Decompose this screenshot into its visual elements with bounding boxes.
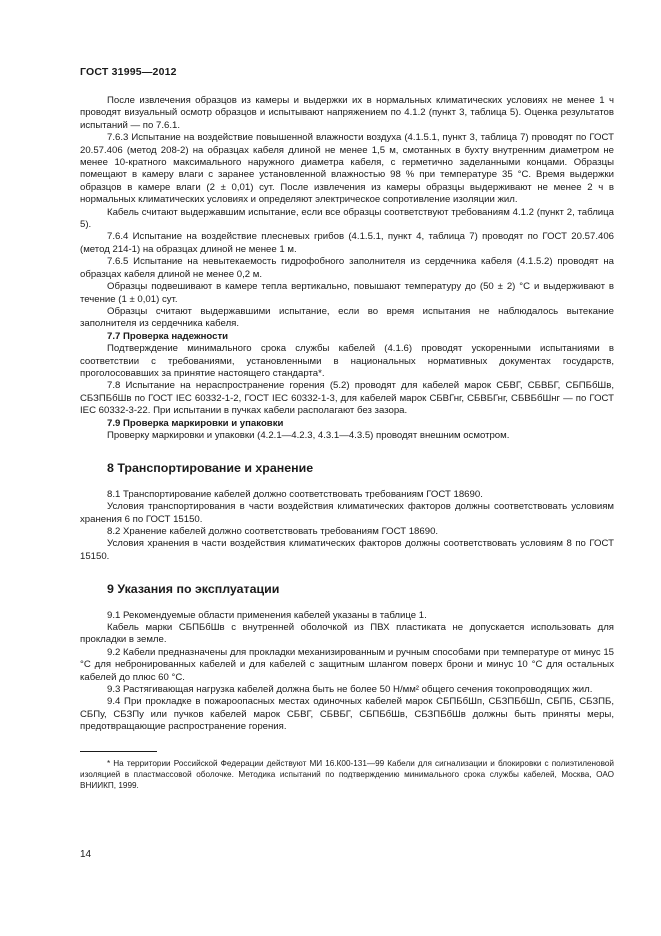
section-title-8: 8 Транспортирование и хранение — [107, 461, 314, 476]
paragraph: Кабель считают выдержавшим испытание, если все образцы соответствуют требованиям 4.1.2 (пункт 2, таблица 5). — [80, 206, 614, 231]
paragraph: Кабель марки СБПБбШв с внутренней оболочкой из ПВХ пластиката не допускается использовать для прокладки в земле. — [80, 622, 614, 646]
paragraph: 7.6.4 Испытание на воздействие плесневых грибов (4.1.5.1, пункт 4, таблица 7) проводят по ГОСТ 20.57.406 (метод 214-1) на образцах длиной не менее 1 м. — [80, 231, 614, 255]
paragraph: 7.8 Испытание на нераспространение горения (5.2) проводят для кабелей марок СБВГ, СБВБГ, СБПБбШв, СБЗПБбШв по ГОСТ IEC 60332-1-2, ГОСТ IEC 60332-1-3, для кабелей марок СБВГнг, СБВБГнг, СБВБбШнг — по ГОСТ IEC 60332-3-22. При испытании в пучках кабели располагают без зазора. — [80, 380, 614, 417]
document-header: ГОСТ 31995—2012 — [80, 66, 177, 78]
paragraph: 8.1 Транспортирование кабелей должно соответствовать требованиям ГОСТ 18690. — [107, 488, 483, 500]
section-title-9: 9 Указания по эксплуатации — [107, 582, 280, 597]
footnote-divider — [80, 751, 157, 752]
paragraph: Условия транспортирования в части воздействия климатических факторов должны соответствовать условиям хранения 6 по ГОСТ 15150. — [80, 501, 614, 525]
document-body — [80, 95, 614, 791]
page-number: 14 — [80, 849, 92, 860]
paragraph: 7.6.5 Испытание на невытекаемость гидрофобного заполнителя из сердечника кабеля (4.1.5.2) проводят на образцах кабеля длиной не менее 0,2 м. — [80, 256, 614, 280]
paragraph: После извлечения образцов из камеры и выдержки их в нормальных климатических условиях не менее 1 ч проводят визуальный осмотр образцов и испытывают напряжением по 4.1.2 (пункт 3, таблица 5). Оценка результатов испытаний — по 7.6.1. — [80, 95, 614, 131]
subsection-title-7-7: 7.7 Проверка надежности — [107, 330, 229, 342]
subsection-title-7-9: 7.9 Проверка маркировки и упаковки — [107, 417, 284, 429]
paragraph: Подтверждение минимального срока службы кабелей (4.1.6) проводят ускоренными испытаниями в соответствии с требованиями, установленными в национальных нормативных документах государств, проголосовавших за принятие настоящего стандарта*. — [80, 343, 614, 379]
paragraph: Образцы подвешивают в камере тепла вертикально, повышают температуру до (50 ± 2) °С и выдерживают в течение (1 ± 0,01) сут. — [80, 281, 614, 305]
paragraph: 9.2 Кабели предназначены для прокладки механизированным и ручным способами при температуре от минус 15 °С для небронированных кабелей и для кабелей с защитным шлангом поверх брони и минус 10 °С для остальных кабелей до плюс 60 °С. — [80, 646, 614, 683]
paragraph: 8.2 Хранение кабелей должно соответствовать требованиям ГОСТ 18690. — [107, 526, 439, 537]
paragraph: 9.4 При прокладке в пожароопасных местах одиночных кабелей марок СБПБбШп, СБЗПБбШп, СБПБ, СБЗПБ, СБПу, СБЗПу или пучков кабелей марок СБВГ, СБВБГ, СБПБбШв, СБЗПБбШв должны быть приняты меры, предотвращающие распространение горения. — [80, 696, 614, 733]
paragraph: Образцы считают выдержавшими испытание, если во время испытания не наблюдалось вытекание заполнителя из сердечника кабеля. — [80, 305, 614, 330]
paragraph: Условия хранения в части воздействия климатических факторов должны соответствовать условиям 8 по ГОСТ 15150. — [80, 538, 614, 562]
paragraph: 7.6.3 Испытание на воздействие повышенной влажности воздуха (4.1.5.1, пункт 3, таблица 7) проводят по ГОСТ 20.57.406 (метод 208-2) на образцах кабеля длиной не менее 1,5 м, смотанных в бухту внутренним диаметром не менее 10-кратного максимального наружного диаметра кабеля, с герметично заделанными концами. Образцы помещают в камеру влаги с заранее установленной влажностью 98 % при температуре 35 °С. Время выдержки образцов в камере влаги (2 ± 0,01) сут. После извлечения из камеры образцы выдерживают не менее 2 ч в нормальных климатических условиях и определяют электрическое сопротивление изоляции жил. — [80, 132, 614, 206]
paragraph: 9.3 Растягивающая нагрузка кабелей должна быть не более 50 Н/мм² общего сечения токопроводящих жил. — [107, 684, 593, 696]
paragraph: 9.1 Рекомендуемые области применения кабелей указаны в таблице 1. — [107, 609, 427, 621]
paragraph: Проверку маркировки и упаковки (4.2.1—4.2.3, 4.3.1—4.3.5) проводят внешним осмотром. — [107, 429, 510, 441]
footnote: * На территории Российской Федерации действуют МИ 16.К00-131—99 Кабели для сигнализации и блокировки с полиэтиленовой изоляцией в пластмассовой оболочке. Методика испытаний по подтверждению минимального срока службы кабелей, Москва, ОАО ВНИИКП, 1999. — [80, 758, 614, 790]
